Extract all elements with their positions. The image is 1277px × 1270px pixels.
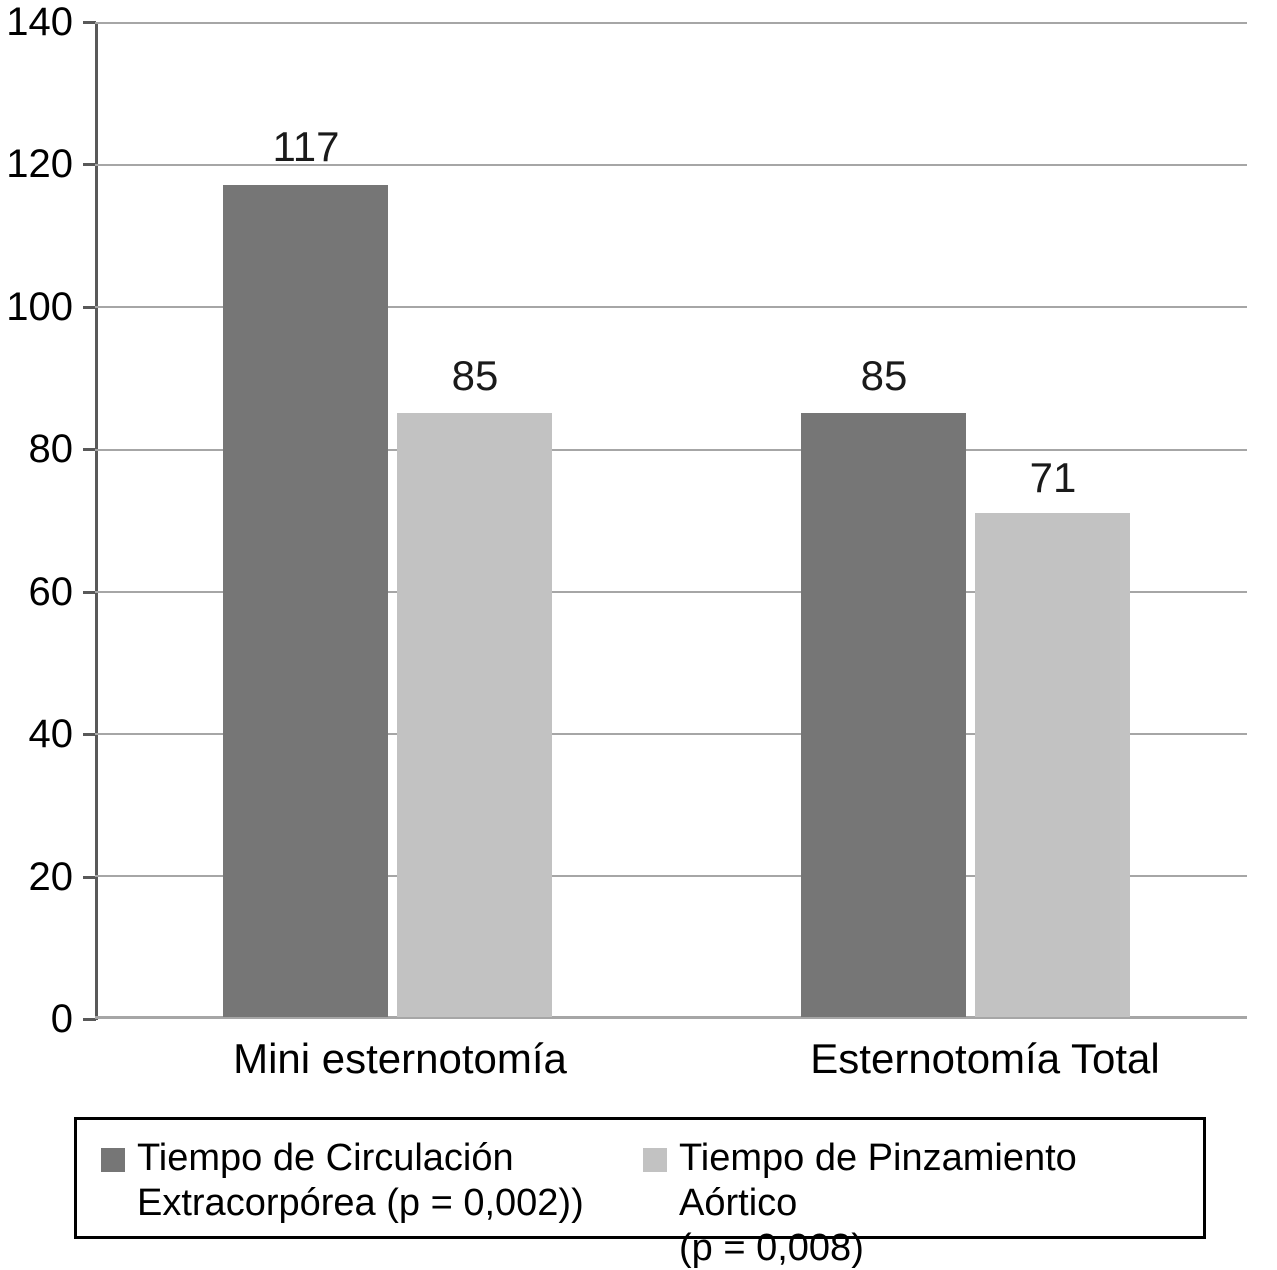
x-category-label: Esternotomía Total (810, 1035, 1160, 1082)
legend-label-pinzamiento (679, 1136, 1203, 1270)
legend-label-line2: (p = 0,008) (679, 1226, 864, 1269)
bar-value-label: 117 (272, 123, 340, 170)
y-tick-label: 80 (28, 427, 73, 471)
legend-swatch-icon (101, 1148, 125, 1172)
legend-label-cec (137, 1136, 584, 1226)
bar-cec-total[interactable] (801, 413, 966, 1017)
plot-area (95, 22, 1247, 1017)
y-tick-label: 0 (50, 997, 73, 1041)
legend (74, 1117, 1206, 1269)
legend-label-line1: Tiempo de Circulación (137, 1137, 514, 1179)
legend-label-line1: Tiempo de Pinzamiento Aórtico (679, 1137, 1077, 1224)
bar-value-label: 85 (860, 352, 908, 399)
bar-pinzamiento-total[interactable] (975, 513, 1130, 1017)
bar-value-label: 71 (1029, 454, 1077, 501)
y-axis-labels (0, 0, 95, 1041)
bar-value-label: 85 (451, 352, 499, 399)
y-tick-label: 60 (28, 570, 73, 614)
y-tick-label: 100 (6, 285, 73, 329)
bar-cec-mini[interactable] (223, 185, 388, 1017)
legend-swatch-icon (643, 1148, 667, 1172)
y-tick-label: 120 (6, 142, 73, 186)
y-tick-label: 20 (28, 855, 73, 899)
legend-label-line2: Extracorpórea (p = 0,002)) (137, 1181, 584, 1224)
x-axis-labels (95, 1028, 1247, 1088)
bars-layer (95, 22, 1247, 1017)
bar-pinzamiento-mini[interactable] (397, 413, 552, 1017)
y-tick-label: 140 (6, 0, 73, 44)
legend-item-pinzamiento[interactable] (643, 1136, 1203, 1270)
legend-item-cec[interactable] (101, 1136, 621, 1226)
y-tick-label: 40 (28, 712, 73, 756)
x-category-label: Mini esternotomía (233, 1035, 567, 1082)
